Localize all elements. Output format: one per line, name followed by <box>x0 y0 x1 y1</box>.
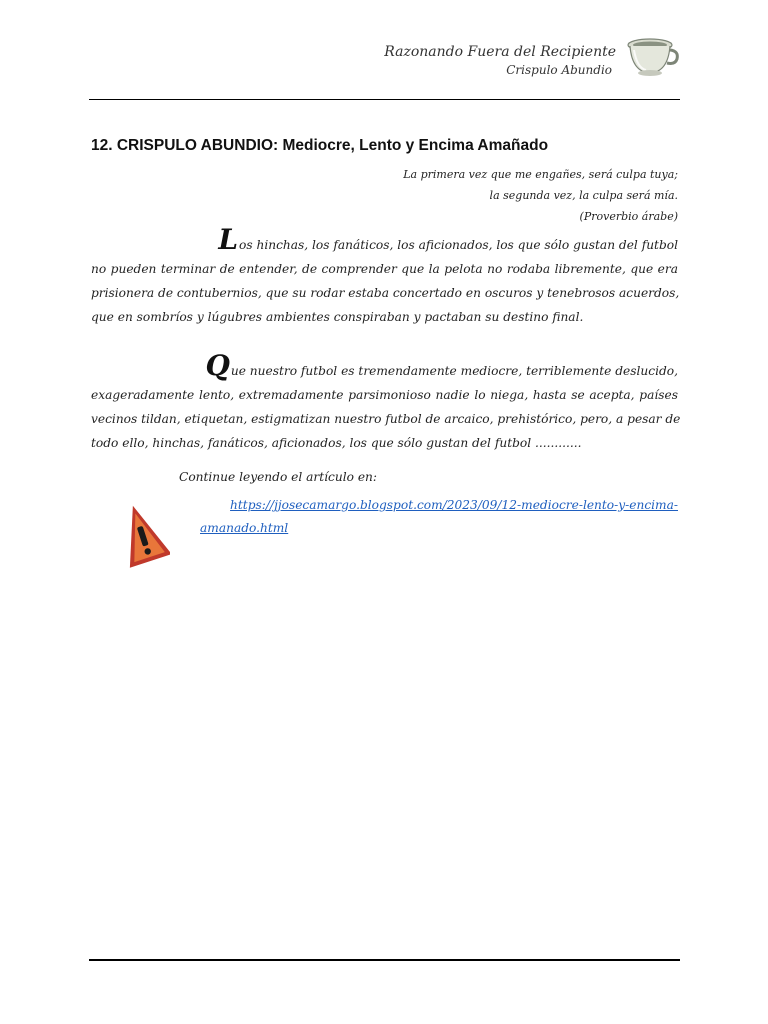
paragraph-2 <box>91 349 681 460</box>
dropcap: L <box>218 223 239 256</box>
chamber-pot-icon <box>624 36 680 78</box>
dropcap: Q <box>205 349 230 382</box>
article-link[interactable] <box>200 494 678 540</box>
epigraph-line: la segunda vez, la culpa será mía. <box>489 189 678 202</box>
epigraph-line: La primera vez que me engañes, será culpa tuya; <box>403 168 678 181</box>
paragraph-line: no pueden terminar de entender, de comprender que la pelota no rodaba libremente, que era <box>91 262 678 276</box>
header-author: Crispulo Abundio <box>506 63 612 77</box>
paragraph-first-line <box>91 349 678 388</box>
paragraph-line: exageradamente lento, extremadamente parsimonioso nadie lo niega, hasta se acepta, países <box>91 388 678 402</box>
article-heading: 12. CRISPULO ABUNDIO: Mediocre, Lento y Encima Amañado <box>91 137 549 154</box>
epigraph <box>403 164 678 227</box>
paragraph-1 <box>91 223 680 334</box>
paragraph-line: prisionera de contubernios, que su rodar estaba concertado en oscuros y tenebrosos acuerdos, <box>91 286 680 300</box>
article-link-line[interactable]: https://jjosecamargo.blogspot.com/2023/09/12-mediocre-lento-y-encima- <box>230 498 678 512</box>
paragraph-line: vecinos tildan, etiquetan, estigmatizan nuestro futbol de arcaico, prehistórico, pero, a pesar de <box>91 412 681 426</box>
epigraph-source: (Proverbio árabe) <box>579 210 678 223</box>
warning-sign-icon <box>118 500 170 578</box>
paragraph-first-line <box>91 223 678 262</box>
footer-divider <box>89 959 680 961</box>
paragraph-text: ue nuestro futbol es tremendamente mediocre, terriblemente deslucido, <box>230 364 678 378</box>
continue-reading-label: Continue leyendo el artículo en: <box>179 470 377 484</box>
paragraph-line: que en sombríos y lúgubres ambientes conspiraban y pactaban su destino final. <box>91 310 584 324</box>
article-link-line[interactable]: amanado.html <box>200 521 289 535</box>
paragraph-line: todo ello, hinchas, fanáticos, aficionados, los que sólo gustan del futbol ............ <box>91 436 582 450</box>
header-divider <box>89 99 680 100</box>
header-title: Razonando Fuera del Recipiente <box>384 44 616 60</box>
paragraph-text: os hinchas, los fanáticos, los aficionados, los que sólo gustan del futbol <box>239 238 678 252</box>
